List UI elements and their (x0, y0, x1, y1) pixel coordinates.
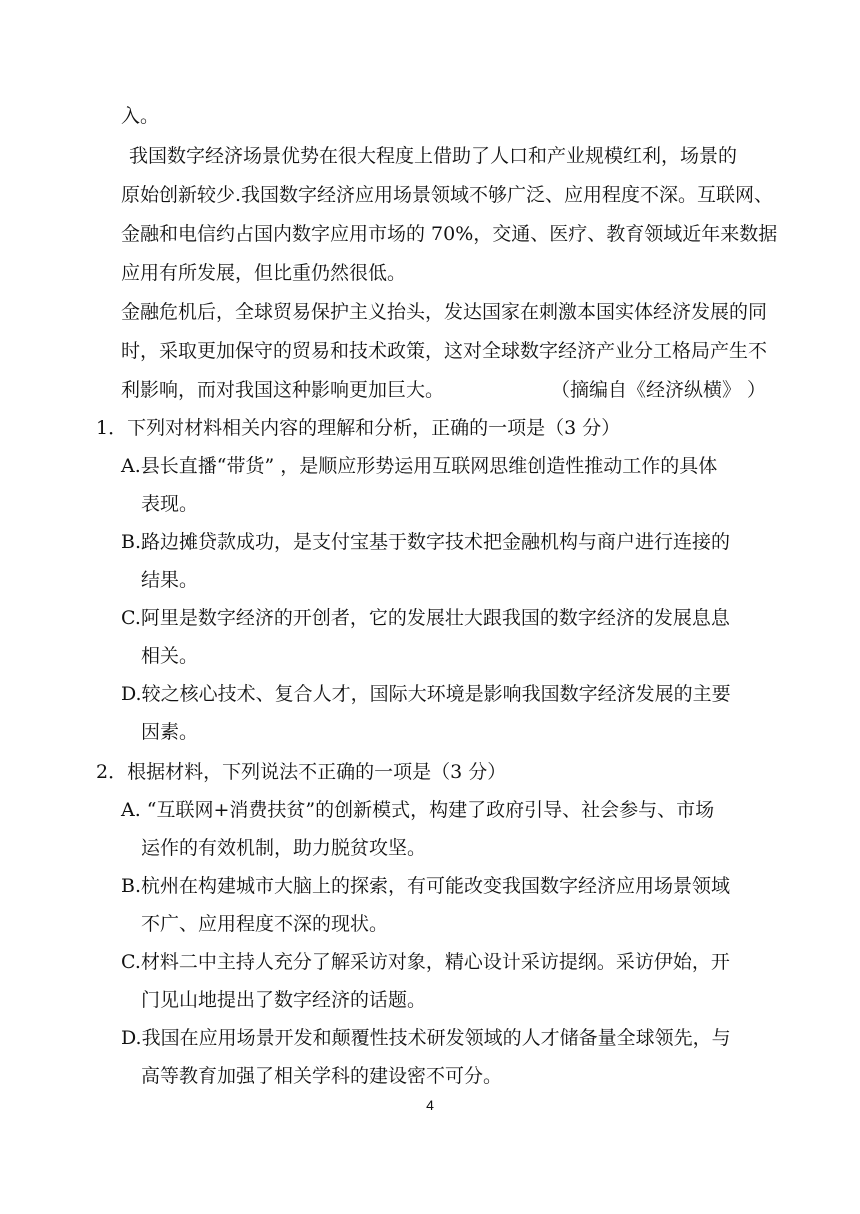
paragraph-1-line-1: 我国数字经济场景优势在很大程度上借助了人口和产业规模红利，场景的 (129, 145, 738, 167)
question-1-option-d: D.较之核心技术、复合人才，国际大环境是影响我国数字经济发展的主要 (121, 683, 731, 705)
paragraph-2-line-2: 时，采取更加保守的贸易和技术政策，这对全球数字经济产业分工格局产生不 (121, 340, 768, 362)
paragraph-2-line-3: 利影响，而对我国这种影响更加巨大。 (121, 379, 445, 401)
question-1-option-a-cont: 表现。 (141, 493, 199, 515)
source-citation: （摘编自《经济纵横》 ） (551, 379, 767, 401)
question-2-option-c-cont: 门见山地提出了数字经济的话题。 (141, 989, 427, 1011)
question-1-stem: 1．下列对材料相关内容的理解和分析，正确的一项是（3 分） (96, 417, 621, 439)
question-1-option-b: B.路边摊贷款成功，是支付宝基于数字技术把金融机构与商户进行连接的 (121, 531, 731, 553)
question-2-stem: 2．根据材料，下列说法不正确的一项是（3 分） (96, 761, 507, 783)
paragraph-1-line-2: 原始创新较少.我国数字经济应用场景领域不够广泛、应用程度不深。互联网、 (121, 184, 774, 206)
question-1-option-c: C.阿里是数字经济的开创者，它的发展壮大跟我国的数字经济的发展息息 (121, 607, 730, 629)
question-2-option-b-cont: 不广、应用程度不深的现状。 (141, 913, 389, 935)
question-1-option-a: A.县长直播“带货” ，是顺应形势运用互联网思维创造性推动工作的具体 (121, 455, 718, 477)
paragraph-1-line-4: 应用有所发展，但比重仍然很低。 (121, 262, 407, 284)
question-1-option-d-cont: 因素。 (141, 721, 199, 743)
question-2-option-b: B.杭州在构建城市大脑上的探索，有可能改变我国数字经济应用场景领域 (121, 875, 731, 897)
page-number: 4 (426, 1097, 434, 1113)
question-1-option-b-cont: 结果。 (141, 569, 199, 591)
question-2-option-d: D.我国在应用场景开发和颠覆性技术研发领域的人才储备量全球领先，与 (121, 1027, 731, 1049)
question-2-option-d-cont: 高等教育加强了相关学科的建设密不可分。 (141, 1065, 503, 1087)
question-1-option-c-cont: 相关。 (141, 645, 199, 667)
question-2-option-a: A. “互联网+消费扶贫”的创新模式，构建了政府引导、社会参与、市场 (121, 799, 715, 821)
paragraph-1-line-3: 金融和电信约占国内数字应用市场的 70%，交通、医疗、教育领域近年来数据 (121, 223, 778, 245)
intro-tail: 入。 (121, 105, 160, 127)
question-2-option-a-cont: 运作的有效机制，助力脱贫攻坚。 (141, 837, 427, 859)
question-2-option-c: C.材料二中主持人充分了解采访对象，精心设计采访提纲。采访伊始，开 (121, 951, 730, 973)
paragraph-2-line-1: 金融危机后，全球贸易保护主义抬头，发达国家在刺激本国实体经济发展的同 (121, 301, 768, 323)
